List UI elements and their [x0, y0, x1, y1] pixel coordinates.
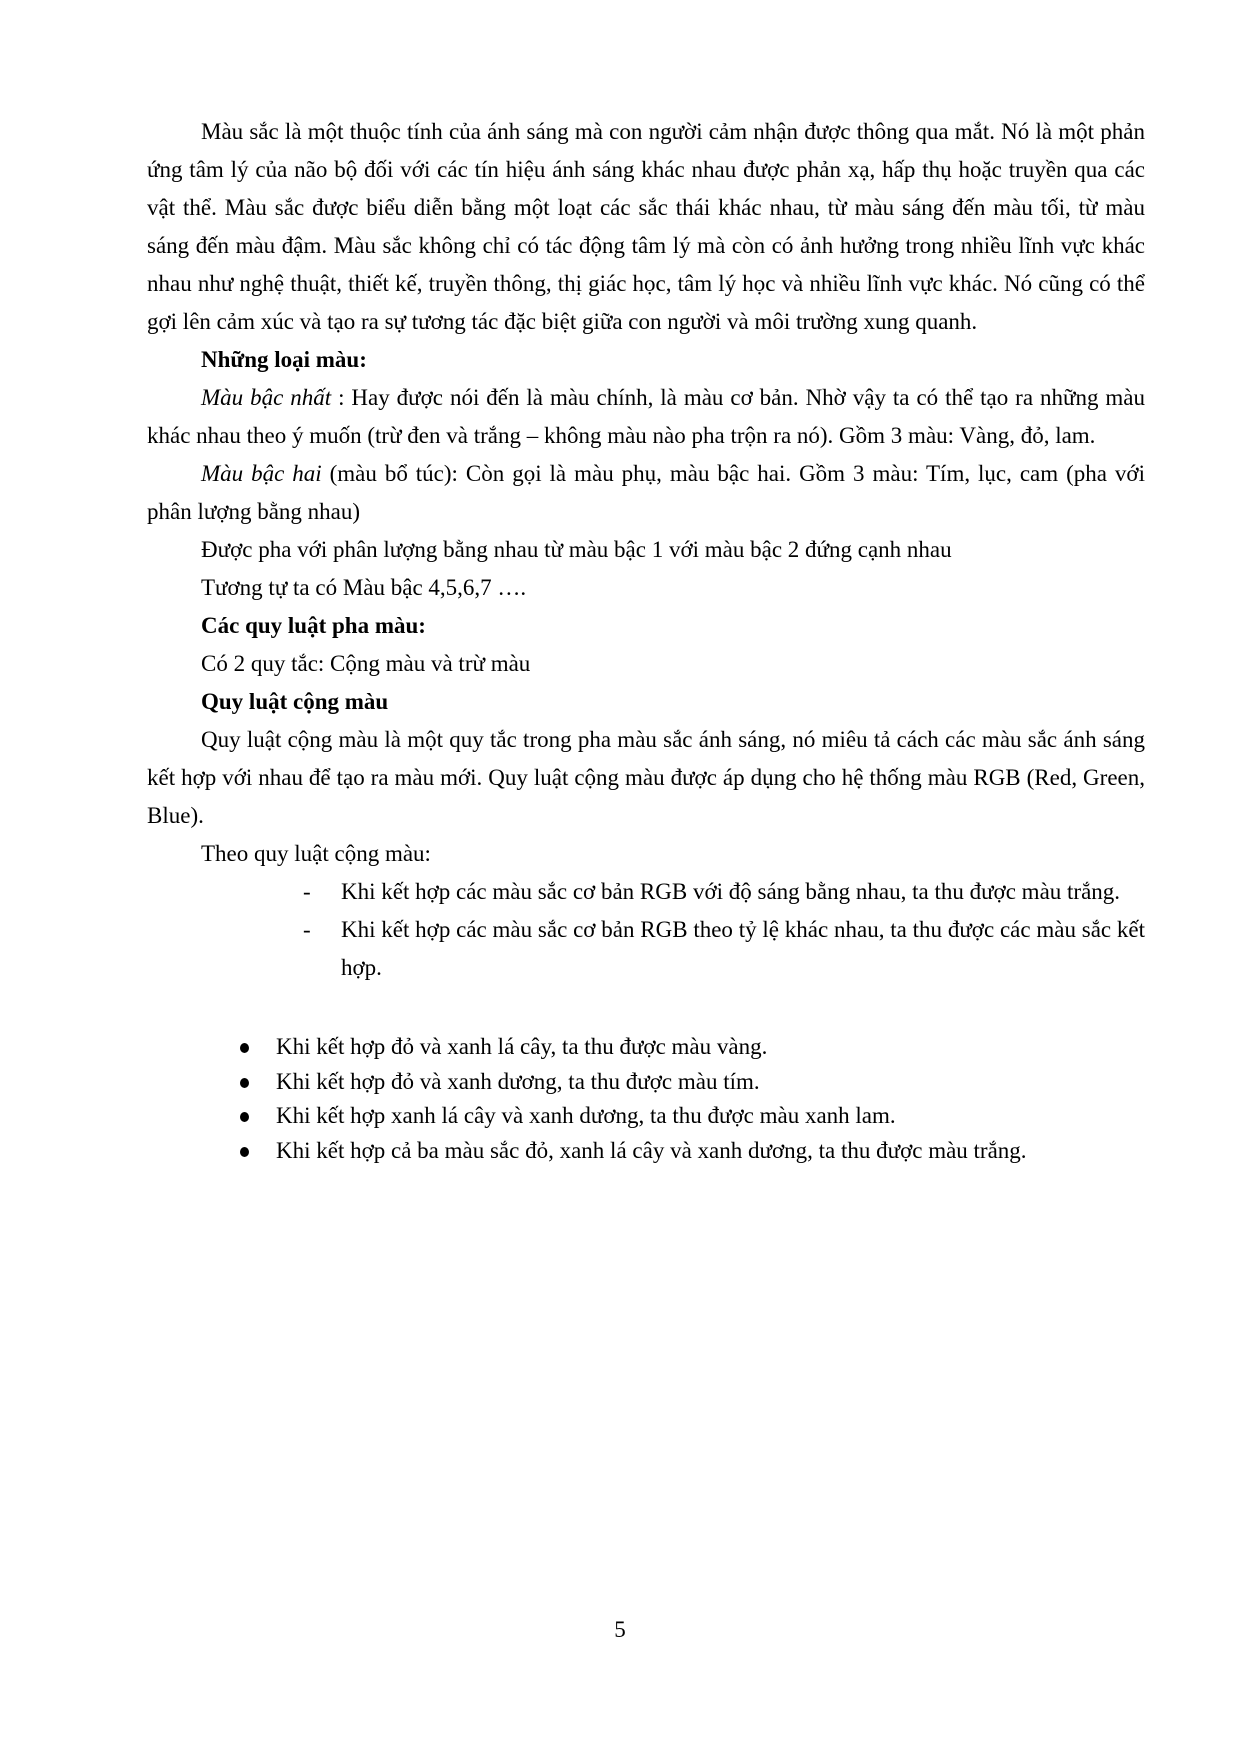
bullet-list-item [147, 1030, 1145, 1065]
bullet-item-text: Khi kết hợp đỏ và xanh dương, ta thu được màu tím. [276, 1068, 760, 1094]
bullet-dot-icon [240, 1147, 249, 1157]
intro-paragraph: Màu sắc là một thuộc tính của ánh sáng mà con người cảm nhận được thông qua mắt. Nó là một phản ứng tâm lý của não bộ đối với các tín hiệu ánh sáng khác nhau được phản xạ, hấp thụ hoặc truyền qua các vật thể. Màu sắc được biểu diễn bằng một loạt các sắc thái khác nhau, từ màu sáng đến màu tối, từ màu sáng đến màu đậm. Màu sắc không chỉ có tác động tâm lý mà còn có ảnh hưởng trong nhiều lĩnh vực khác nhau như nghệ thuật, thiết kế, truyền thông, thị giác học, tâm lý học và nhiều lĩnh vực khác. Nó cũng có thể gợi lên cảm xúc và tạo ra sự tương tác đặc biệt giữa con người và môi trường xung quanh. [147, 119, 1145, 334]
primary-color-paragraph [147, 379, 1145, 455]
secondary-color-paragraph [147, 455, 1145, 531]
bullet-list-item [147, 1099, 1145, 1134]
bullet-dot-icon [240, 1112, 249, 1122]
bullet-dot-icon [240, 1078, 249, 1088]
bullet-list [147, 1030, 1145, 1168]
dash-item-text: Khi kết hợp các màu sắc cơ bản RGB theo tỷ lệ khác nhau, ta thu được các màu sắc kết hợp. [341, 917, 1145, 980]
heading-additive-rule: Quy luật cộng màu [201, 689, 389, 714]
page-number: 5 [614, 1617, 626, 1642]
bullet-list-item [147, 1134, 1145, 1169]
secondary-color-text: (màu bổ túc): Còn gọi là màu phụ, màu bậc hai. Gồm 3 màu: Tím, lục, cam (pha với phân lượng bằng nhau) [147, 461, 1145, 524]
dash-item-text: Khi kết hợp các màu sắc cơ bản RGB với độ sáng bằng nhau, ta thu được màu trắng. [341, 879, 1121, 904]
primary-color-text: : Hay được nói đến là màu chính, là màu cơ bản. Nhờ vậy ta có thể tạo ra những màu khác nhau theo ý muốn (trừ đen và trắng – không màu nào pha trộn ra nó). Gồm 3 màu: Vàng, đỏ, lam. [147, 385, 1145, 448]
dash-list [147, 873, 1145, 987]
heading-mixing-rules: Các quy luật pha màu: [201, 613, 426, 638]
additive-rule-paragraph: Quy luật cộng màu là một quy tắc trong pha màu sắc ánh sáng, nó miêu tả cách các màu sắc ánh sáng kết hợp với nhau để tạo ra màu mới. Quy luật cộng màu được áp dụng cho hệ thống màu RGB (Red, Green, Blue). [147, 727, 1145, 828]
bullet-list-item [147, 1065, 1145, 1100]
bullet-dot-icon [240, 1043, 249, 1053]
blank-space [147, 987, 1145, 1030]
rules-summary-line: Có 2 quy tắc: Cộng màu và trừ màu [201, 651, 531, 676]
heading-color-types: Những loại màu: [201, 347, 367, 372]
page-body [147, 113, 1145, 1168]
dash-list-item [147, 873, 1145, 911]
dash-marker-icon: - [303, 879, 311, 904]
tertiary-color-line: Được pha với phân lượng bằng nhau từ màu bậc 1 với màu bậc 2 đứng cạnh nhau [201, 537, 952, 562]
bullet-item-text: Khi kết hợp cả ba màu sắc đỏ, xanh lá cây và xanh dương, ta thu được màu trắng. [276, 1137, 1027, 1163]
bullet-item-text: Khi kết hợp xanh lá cây và xanh dương, ta thu được màu xanh lam. [276, 1103, 896, 1128]
bullet-item-text: Khi kết hợp đỏ và xanh lá cây, ta thu được màu vàng. [276, 1034, 768, 1059]
dash-marker-icon: - [303, 917, 311, 942]
higher-order-color-line: Tương tự ta có Màu bậc 4,5,6,7 …. [201, 575, 527, 600]
dash-list-item [147, 911, 1145, 987]
secondary-color-term: Màu bậc hai [201, 461, 322, 486]
according-additive-line: Theo quy luật cộng màu: [201, 841, 431, 866]
primary-color-term: Màu bậc nhất [201, 385, 332, 410]
